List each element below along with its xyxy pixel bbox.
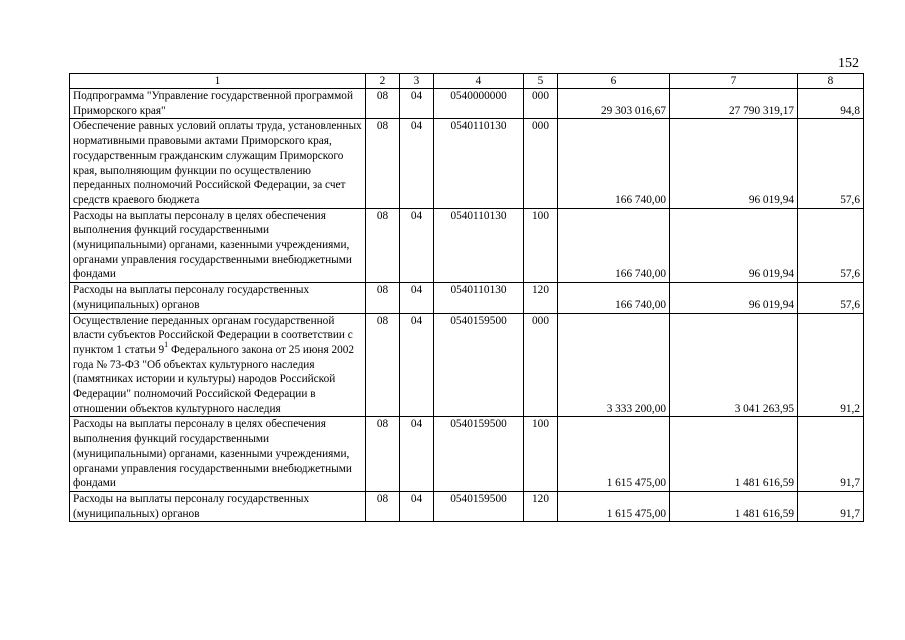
column-header-8: 8	[798, 74, 864, 89]
planned-amount: 1 615 475,00	[558, 491, 670, 521]
subsection-code: 04	[400, 313, 434, 417]
planned-amount: 166 740,00	[558, 283, 670, 313]
section-code: 08	[366, 417, 400, 492]
table-row	[70, 491, 864, 521]
row-name: Расходы на выплаты персоналу в целях обеспечения выполнения функций государственными (муниципальными) органами, казенными учреждениями, органами управления государственными внебюджетными фондами	[70, 208, 366, 283]
row-name: Подпрограмма "Управление государственной программой Приморского края"	[70, 89, 366, 119]
table-row	[70, 89, 864, 119]
subsection-code: 04	[400, 417, 434, 492]
planned-amount: 1 615 475,00	[558, 417, 670, 492]
column-header-1: 1	[70, 74, 366, 89]
column-header-6: 6	[558, 74, 670, 89]
executed-amount: 27 790 319,17	[670, 89, 798, 119]
section-code: 08	[366, 119, 400, 208]
section-code: 08	[366, 491, 400, 521]
planned-amount: 3 333 200,00	[558, 313, 670, 417]
subsection-code: 04	[400, 491, 434, 521]
executed-amount: 1 481 616,59	[670, 491, 798, 521]
executed-amount: 96 019,94	[670, 283, 798, 313]
execution-percent: 91,7	[798, 491, 864, 521]
subsection-code: 04	[400, 283, 434, 313]
target-article-code: 0540110130	[434, 119, 524, 208]
expense-type-code: 000	[524, 119, 558, 208]
row-name	[70, 313, 366, 417]
section-code: 08	[366, 89, 400, 119]
column-header-3: 3	[400, 74, 434, 89]
target-article-code: 0540000000	[434, 89, 524, 119]
target-article-code: 0540159500	[434, 417, 524, 492]
expense-type-code: 000	[524, 89, 558, 119]
target-article-code: 0540159500	[434, 491, 524, 521]
planned-amount: 166 740,00	[558, 119, 670, 208]
execution-percent: 57,6	[798, 283, 864, 313]
row-name: Расходы на выплаты персоналу в целях обеспечения выполнения функций государственными (муниципальными) органами, казенными учреждениями, органами управления государственными внебюджетными фондами	[70, 417, 366, 492]
row-name: Расходы на выплаты персоналу государственных (муниципальных) органов	[70, 491, 366, 521]
executed-amount: 96 019,94	[670, 119, 798, 208]
planned-amount: 29 303 016,67	[558, 89, 670, 119]
target-article-code: 0540110130	[434, 208, 524, 283]
table-row	[70, 417, 864, 492]
row-name: Обеспечение равных условий оплаты труда, установленных нормативными правовыми актами Приморского края, государственным гражданским служащим Приморского края, выполняющим функции по осуществлению переданных полномочий Российской Федерации, за счет средств краевого бюджета	[70, 119, 366, 208]
column-header-2: 2	[366, 74, 400, 89]
expense-type-code: 120	[524, 283, 558, 313]
execution-percent: 91,7	[798, 417, 864, 492]
table-row	[70, 119, 864, 208]
execution-percent: 91,2	[798, 313, 864, 417]
footnote-marker: 1	[164, 340, 169, 350]
section-code: 08	[366, 208, 400, 283]
table-row	[70, 283, 864, 313]
execution-percent: 57,6	[798, 119, 864, 208]
executed-amount: 3 041 263,95	[670, 313, 798, 417]
target-article-code: 0540159500	[434, 313, 524, 417]
subsection-code: 04	[400, 208, 434, 283]
expense-type-code: 100	[524, 417, 558, 492]
subsection-code: 04	[400, 89, 434, 119]
row-name-text-continued: Федерального закона от 25 июня 2002 года № 73-ФЗ "Об объектах культурного наследия (памятниках истории и культуры) народов Российской Федерации" полномочий Российской Федерации в отношении объектов культурного наследия	[73, 343, 355, 415]
header-row	[70, 74, 864, 89]
column-header-4: 4	[434, 74, 524, 89]
budget-table	[69, 73, 864, 522]
expense-type-code: 100	[524, 208, 558, 283]
executed-amount: 96 019,94	[670, 208, 798, 283]
expense-type-code: 120	[524, 491, 558, 521]
planned-amount: 166 740,00	[558, 208, 670, 283]
execution-percent: 57,6	[798, 208, 864, 283]
expense-type-code: 000	[524, 313, 558, 417]
page-number: 152	[838, 56, 859, 71]
executed-amount: 1 481 616,59	[670, 417, 798, 492]
section-code: 08	[366, 313, 400, 417]
column-header-7: 7	[670, 74, 798, 89]
section-code: 08	[366, 283, 400, 313]
subsection-code: 04	[400, 119, 434, 208]
row-name-text: Осуществление переданных органам государственной власти субъектов Российской Федерации в соответствии с пунктом 1 статьи 9	[73, 314, 353, 356]
table-row	[70, 208, 864, 283]
row-name: Расходы на выплаты персоналу государственных (муниципальных) органов	[70, 283, 366, 313]
execution-percent: 94,8	[798, 89, 864, 119]
table-row	[70, 313, 864, 417]
target-article-code: 0540110130	[434, 283, 524, 313]
column-header-5: 5	[524, 74, 558, 89]
